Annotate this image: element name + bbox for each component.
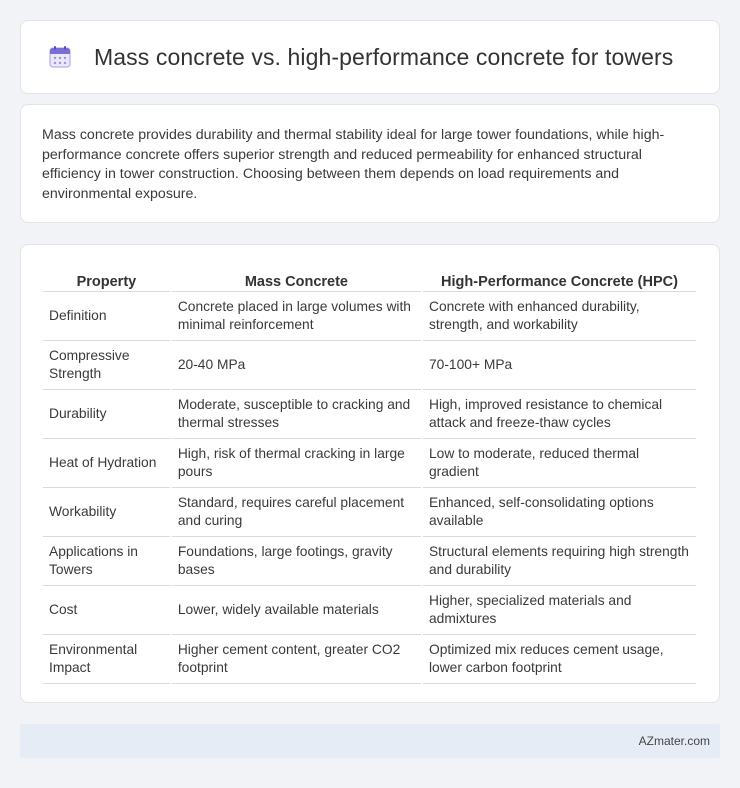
cell-mass-concrete: Standard, requires careful placement and curing bbox=[172, 488, 421, 537]
cell-mass-concrete: 20-40 MPa bbox=[172, 341, 421, 390]
cell-property: Compressive Strength bbox=[43, 341, 170, 390]
comparison-table bbox=[41, 266, 698, 684]
table-row bbox=[43, 292, 696, 341]
cell-hpc: 70-100+ MPa bbox=[423, 341, 696, 390]
table-row bbox=[43, 635, 696, 684]
cell-mass-concrete: Moderate, susceptible to cracking and thermal stresses bbox=[172, 390, 421, 439]
table-row bbox=[43, 390, 696, 439]
header-mass-concrete: Mass Concrete bbox=[172, 266, 421, 292]
footer-site-link[interactable]: AZmater.com bbox=[638, 734, 710, 748]
cell-hpc: Optimized mix reduces cement usage, lower carbon footprint bbox=[423, 635, 696, 684]
cell-mass-concrete: High, risk of thermal cracking in large pours bbox=[172, 439, 421, 488]
comparison-table-card bbox=[20, 244, 720, 703]
cell-property: Cost bbox=[43, 586, 170, 635]
cell-property: Environmental Impact bbox=[43, 635, 170, 684]
calendar-icon bbox=[48, 45, 72, 69]
cell-property: Applications in Towers bbox=[43, 537, 170, 586]
cell-mass-concrete: Lower, widely available materials bbox=[172, 586, 421, 635]
cell-hpc: Higher, specialized materials and admixtures bbox=[423, 586, 696, 635]
summary-text: Mass concrete provides durability and thermal stability ideal for large tower foundations, while high-performance concrete offers superior strength and reduced permeability for enhanced structural efficiency in tower construction. Choosing between them depends on load requirements and environmental exposure. bbox=[42, 127, 665, 202]
cell-property: Heat of Hydration bbox=[43, 439, 170, 488]
cell-property: Durability bbox=[43, 390, 170, 439]
footer-bar bbox=[20, 724, 720, 758]
table-row bbox=[43, 341, 696, 390]
cell-hpc: Concrete with enhanced durability, strength, and workability bbox=[423, 292, 696, 341]
cell-mass-concrete: Higher cement content, greater CO2 footprint bbox=[172, 635, 421, 684]
cell-hpc: High, improved resistance to chemical attack and freeze-thaw cycles bbox=[423, 390, 696, 439]
summary-card bbox=[20, 104, 720, 223]
page-title: Mass concrete vs. high-performance concrete for towers bbox=[94, 43, 674, 70]
table-row bbox=[43, 488, 696, 537]
table-row bbox=[43, 537, 696, 586]
cell-property: Workability bbox=[43, 488, 170, 537]
cell-hpc: Enhanced, self-consolidating options available bbox=[423, 488, 696, 537]
header-property: Property bbox=[43, 266, 170, 292]
cell-hpc: Low to moderate, reduced thermal gradient bbox=[423, 439, 696, 488]
table-row bbox=[43, 439, 696, 488]
table-row bbox=[43, 586, 696, 635]
header-card bbox=[20, 20, 720, 94]
header-hpc: High-Performance Concrete (HPC) bbox=[423, 266, 696, 292]
cell-hpc: Structural elements requiring high strength and durability bbox=[423, 537, 696, 586]
cell-mass-concrete: Concrete placed in large volumes with minimal reinforcement bbox=[172, 292, 421, 341]
table-header-row bbox=[43, 266, 696, 292]
cell-property: Definition bbox=[43, 292, 170, 341]
cell-mass-concrete: Foundations, large footings, gravity bases bbox=[172, 537, 421, 586]
